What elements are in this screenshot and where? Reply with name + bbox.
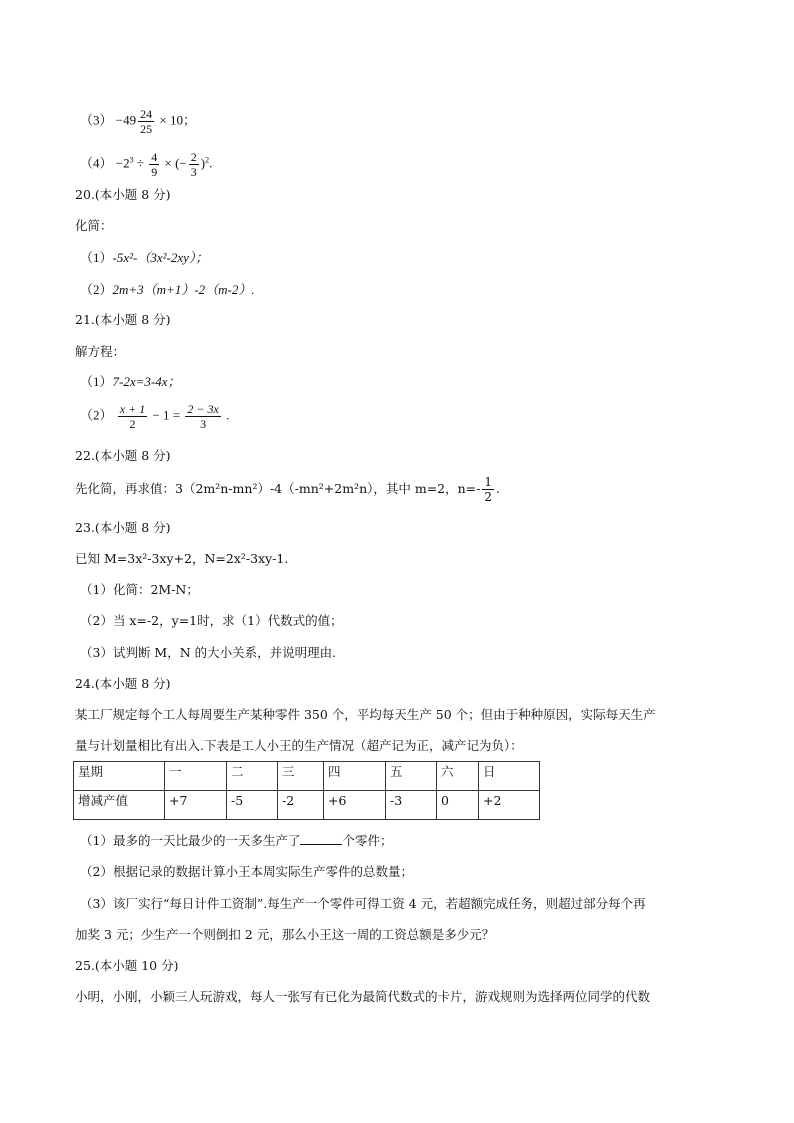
- q21-intro: 解方程：: [75, 344, 126, 359]
- q24-paragraph-line2: 量与计划量相比有出入.下表是工人小王的生产情况（超产记为正，减产记为负）：: [75, 738, 523, 753]
- q21-part2-fraction-right: $\frac{2 - 3x}{3}$: [187, 402, 219, 431]
- q21-part2-fraction-left: $\frac{x + 1}{2}$: [119, 402, 146, 431]
- table-cell: 三: [278, 762, 324, 791]
- table-cell: 日: [479, 762, 540, 791]
- q24-header: 24.(本小题 8 分): [75, 676, 171, 691]
- q19-part4-fraction-a: $\frac{4}{9}$: [151, 150, 158, 179]
- q22-fraction: $\frac{1}{2}$: [484, 475, 493, 504]
- table-row: [74, 762, 540, 791]
- q23-part2: （2）当 x=-2，y=1时，求（1）代数式的值；: [80, 613, 343, 628]
- q19-part4: $(4) -2^3$ ÷ $\frac{4}{9}$ × (− $\frac{2}{3}$ )$^2$.: [80, 150, 213, 179]
- q20-intro: 化简：: [75, 218, 113, 233]
- table-cell: 0: [437, 791, 479, 820]
- table-cell: 五: [386, 762, 437, 791]
- q24-part1: （1）最多的一天比最少的一天多生产了 个零件；: [80, 833, 393, 848]
- table-cell: -3: [386, 791, 437, 820]
- table-cell: 星期: [74, 762, 165, 791]
- q23-given: 已知 M=3x²-3xy+2，N=2x²-3xy-1.: [75, 551, 289, 566]
- table-cell: 二: [227, 762, 278, 791]
- q20-part2: （2）2m+3（m+1）-2（m-2）.: [80, 282, 255, 297]
- q22-header: 22.(本小题 8 分): [75, 448, 171, 463]
- q19-part3: （3） −49 $\frac{24}{25}$ × 10；: [80, 107, 196, 136]
- table-cell: -5: [227, 791, 278, 820]
- q24-part2: （2）根据记录的数据计算小王本周实际生产零件的总数量；: [80, 864, 413, 879]
- q25-header: 25.(本小题 10 分): [75, 958, 179, 973]
- q23-part3: （3）试判断 M，N 的大小关系，并说明理由.: [80, 645, 337, 660]
- q21-part2: （2） $\frac{x + 1}{2}$ − 1 = $\frac{2 - 3x}{3}$ .: [80, 402, 230, 431]
- q23-header: 23.(本小题 8 分): [75, 520, 171, 535]
- table-cell: -2: [278, 791, 324, 820]
- table-cell: 四: [324, 762, 386, 791]
- table-cell: 增减产值: [74, 791, 165, 820]
- q25-paragraph-line1: 小明，小刚，小颖三人玩游戏，每人一张写有已化为最简代数式的卡片，游戏规则为选择两位同学的代数: [75, 989, 651, 1004]
- table-cell: +2: [479, 791, 540, 820]
- table-row: [74, 791, 540, 820]
- production-table: [73, 761, 540, 820]
- q23-part1: （1）化简：2M-N；: [80, 582, 199, 597]
- q22-statement: 先化简，再求值：3（2m²n-mn²）-4（-mn²+2m²n），其中 m=2，n=- $\frac{1}{2}$ .: [75, 475, 500, 504]
- q21-header: 21.(本小题 8 分): [75, 312, 171, 327]
- q24-part3-line2: 加奖 3 元；少生产一个则倒扣 2 元，那么小王这一周的工资总额是多少元？: [75, 927, 495, 942]
- q21-part1: （1）7-2x=3-4x；: [80, 374, 181, 389]
- table-cell: +7: [165, 791, 227, 820]
- q20-part1: （1）-5x²-（3x²-2xy）；: [80, 250, 209, 265]
- answer-blank[interactable]: [300, 832, 342, 845]
- q24-paragraph-line1: 某工厂规定每个工人每周要生产某种零件 350 个，平均每天生产 50 个；但由于种种原因，实际每天生产: [75, 707, 656, 722]
- table-cell: 六: [437, 762, 479, 791]
- q20-header: 20.(本小题 8 分): [75, 187, 171, 202]
- q19-part4-fraction-b: $\frac{2}{3}$: [190, 150, 197, 179]
- table-cell: 一: [165, 762, 227, 791]
- q19-part3-fraction: $\frac{24}{25}$: [140, 107, 153, 136]
- q24-part3-line1: （3）该厂实行“每日计件工资制”.每生产一个零件可得工资 4 元，若超额完成任务，则超过部分每个再: [80, 896, 646, 911]
- table-cell: +6: [324, 791, 386, 820]
